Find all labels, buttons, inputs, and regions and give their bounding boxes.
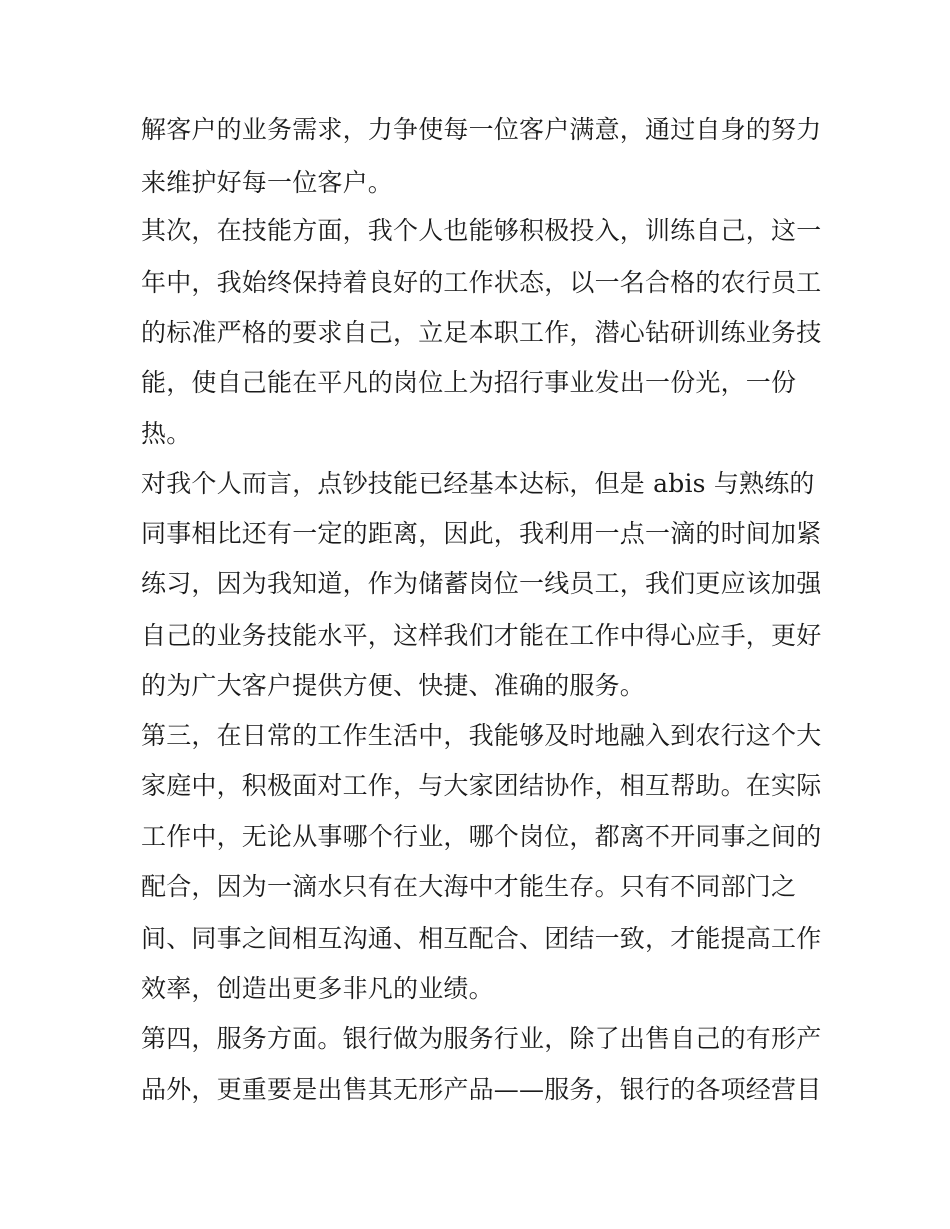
text-line: 热。 (141, 419, 192, 448)
text-line: 同事相比还有一定的距离，因此，我利用一点一滴的时间加紧 (141, 519, 822, 548)
text-line: 解客户的业务需求，力争使每一位客户满意，通过自身的努力 (141, 115, 822, 144)
text-line: 第四，服务方面。银行做为服务行业，除了出售自己的有形产 (141, 1024, 822, 1053)
text-line: 其次，在技能方面，我个人也能够积极投入，训练自己，这一 (141, 216, 822, 245)
text-line: 能，使自己能在平凡的岗位上为招行事业发出一份光，一份 (141, 368, 797, 397)
text-line: 练习，因为我知道，作为储蓄岗位一线员工，我们更应该加强 (141, 569, 822, 598)
text-line: 工作中，无论从事哪个行业，哪个岗位，都离不开同事之间的 (141, 822, 822, 851)
text-line: 自己的业务技能水平，这样我们才能在工作中得心应手，更好 (141, 621, 822, 650)
text-line: 家庭中，积极面对工作，与大家团结协作，相互帮助。在实际 (141, 771, 822, 800)
text-line: 第三，在日常的工作生活中，我能够及时地融入到农行这个大 (141, 721, 822, 750)
text-line: 的标准严格的要求自己，立足本职工作，潜心钻研训练业务技 (141, 318, 822, 347)
text-line: 对我个人而言，点钞技能已经基本达标，但是 abis 与熟练的 (141, 469, 815, 498)
text-line: 来维护好每一位客户。 (141, 168, 394, 197)
text-line: 品外，更重要是出售其无形产品——服务，银行的各项经营目 (141, 1075, 822, 1104)
text-line: 配合，因为一滴水只有在大海中才能生存。只有不同部门之 (141, 872, 797, 901)
text-line: 间、同事之间相互沟通、相互配合、团结一致，才能提高工作 (141, 924, 822, 953)
text-line: 年中，我始终保持着良好的工作状态，以一名合格的农行员工 (141, 268, 822, 297)
text-line: 的为广大客户提供方便、快捷、准确的服务。 (141, 671, 646, 700)
text-line: 效率，创造出更多非凡的业绩。 (141, 974, 494, 1003)
